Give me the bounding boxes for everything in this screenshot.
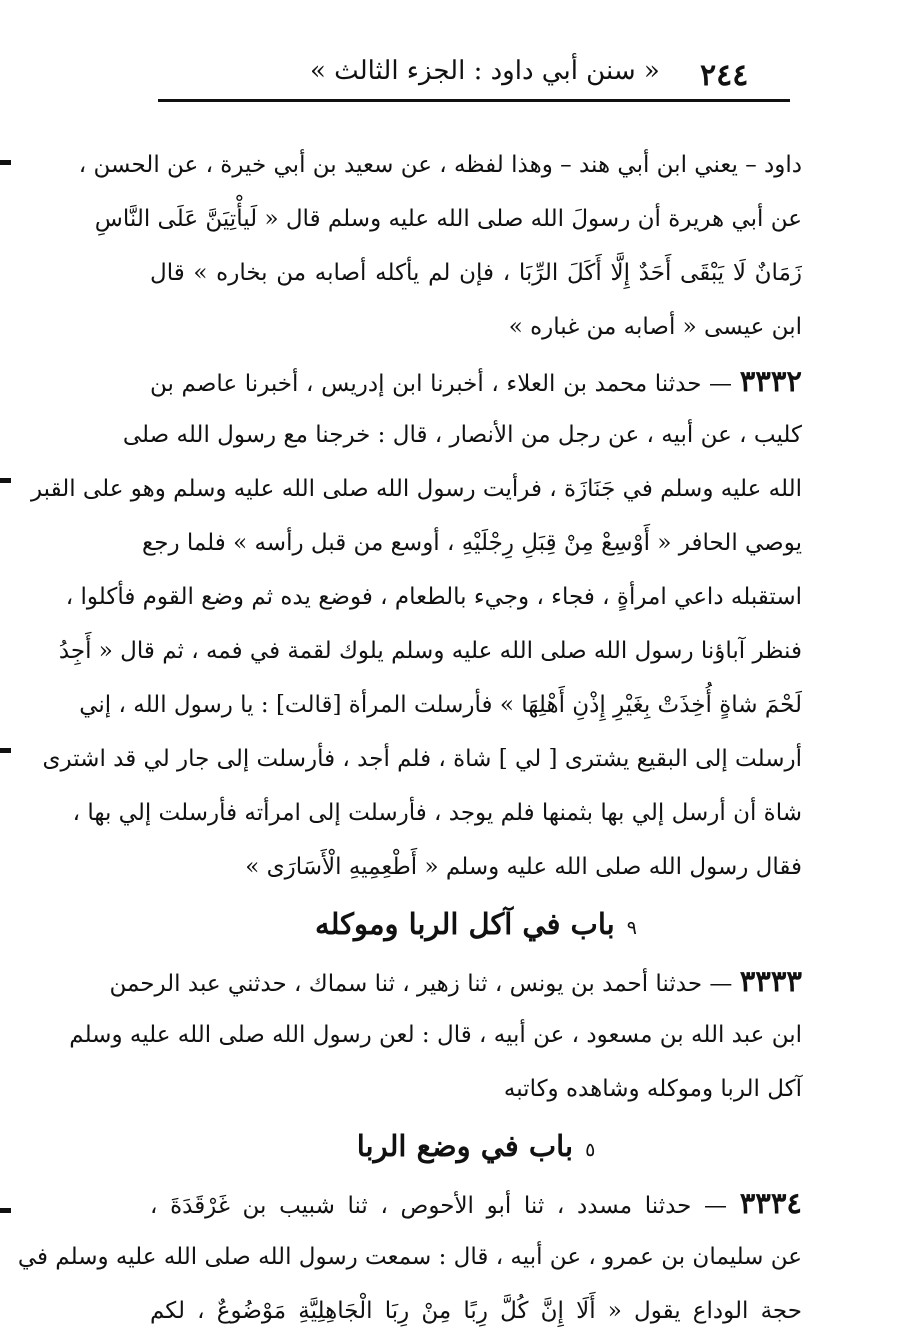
line-text: — حدثنا أحمد بن يونس ، ثنا زهير ، ثنا سماك ، حدثني عبد الرحمن (109, 971, 740, 997)
hadith-number: ٣٣٣٤ (739, 1186, 802, 1220)
header-rule (158, 99, 790, 102)
text-line (69, 1008, 802, 1062)
line-text: يوصي الحافر « أَوْسِعْ مِنْ قِبَلِ رِجْلَيْهِ ، أوسع من قبل رأسه » فلما رجع (141, 530, 802, 556)
text-line (17, 1230, 802, 1284)
line-text: الله عليه وسلم في جَنَازَة ، فرأيت رسول الله صلى الله عليه وسلم وهو على القبر (30, 476, 802, 502)
hadith-number: ٣٣٣٢ (739, 364, 802, 398)
line-text: فقال رسول الله صلى الله عليه وسلم « أَطْعِمِيهِ الْأَسَارَى » (245, 854, 802, 880)
chapter-number: ٩ (626, 917, 637, 939)
text-line (94, 192, 802, 246)
line-text: — حدثنا محمد بن العلاء ، أخبرنا ابن إدريس ، أخبرنا عاصم بن (150, 371, 740, 397)
line-text: عن أبي هريرة أن رسولَ الله صلى الله عليه وسلم قال « لَيأْتِيَنَّ عَلَى النَّاسِ (94, 206, 802, 232)
line-text: عن سليمان بن عمرو ، عن أبيه ، قال : سمعت رسول الله صلى الله عليه وسلم في (17, 1244, 802, 1270)
line-text: زَمَانٌ لَا يَبْقَى أَحَدٌ إِلَّا أَكَلَ الرِّبَا ، فإن لم يأكله أصابه من بخاره » قال (150, 260, 802, 286)
line-text: حجة الوداع يقول « أَلَا إِنَّ كُلَّ رِبًا مِنْ رِبَا الْجَاهِلِيَّةِ مَوْضُوعٌ ، لكم (150, 1298, 802, 1324)
text-line (65, 570, 802, 624)
margin-mark (0, 478, 11, 483)
line-text: آكل الربا وموكله وشاهده وكاتبه (503, 1076, 802, 1102)
hadith-start-line (150, 354, 802, 408)
line-text: فنظر آباؤنا رسول الله صلى الله عليه وسلم يلوك لقمة في فمه ، ثم قال « أَجِدُ (58, 638, 802, 664)
margin-mark (0, 1208, 11, 1213)
text-line (150, 840, 802, 894)
hadith-start-line (150, 1176, 802, 1230)
chapter-heading (150, 1116, 802, 1176)
text-line (122, 408, 802, 462)
text-line (42, 732, 802, 786)
margin-mark (0, 160, 11, 165)
hadith-number: ٣٣٣٣ (739, 964, 802, 998)
line-text: ابن عبد الله بن مسعود ، عن أبيه ، قال : لعن رسول الله صلى الله عليه وسلم (69, 1022, 802, 1048)
chapter-heading (150, 894, 802, 954)
line-text: أرسلت إلى البقيع يشترى [ لي ] شاة ، فلم أجد ، فأرسلت إلى جار لي قد اشترى (42, 746, 802, 772)
line-text: كليب ، عن أبيه ، عن رجل من الأنصار ، قال : خرجنا مع رسول الله صلى (122, 422, 802, 448)
line-text: شاة أن أرسل إلي بها بثمنها فلم يوجد ، فأرسلت إلى امرأته فأرسلت إلي بها ، (72, 800, 802, 826)
line-text: داود – يعني ابن أبي هند – وهذا لفظه ، عن سعيد بن أبي خيرة ، عن الحسن ، (78, 152, 802, 178)
page-number: ٢٤٤ (700, 58, 749, 93)
line-text: ابن عيسى « أصابه من غباره » (508, 314, 802, 340)
chapter-number: ٥ (585, 1139, 596, 1161)
text-line (150, 246, 802, 300)
text-line (58, 624, 802, 678)
hadith-start-line (109, 954, 802, 1008)
running-title: « سنن أبي داود : الجزء الثالث » (310, 56, 660, 86)
text-line (150, 1284, 802, 1338)
text-line (141, 516, 802, 570)
text-line (150, 1062, 802, 1116)
line-text: لَحْمَ شاةٍ أُخِذَتْ بِغَيْرِ إِذْنِ أَهْلِهَا » فأرسلت المرأة [قالت] : يا رسول الله ، إني (79, 692, 802, 718)
text-line (30, 462, 802, 516)
chapter-title: باب في آكل الربا وموكله (315, 907, 615, 941)
body-text (17, 138, 802, 1338)
text-line (78, 138, 802, 192)
line-text: استقبله داعي امرأةٍ ، فجاء ، وجيء بالطعام ، فوضع يده ثم وضع القوم فأكلوا ، (65, 584, 802, 610)
margin-mark (0, 748, 11, 753)
line-text: — حدثنا مسدد ، ثنا أبو الأحوص ، ثنا شبيب بن غَرْقَدَةَ ، (150, 1193, 740, 1219)
text-line (79, 678, 802, 732)
chapter-title: باب في وضع الربا (356, 1129, 574, 1163)
text-line (150, 300, 802, 354)
text-line (72, 786, 802, 840)
